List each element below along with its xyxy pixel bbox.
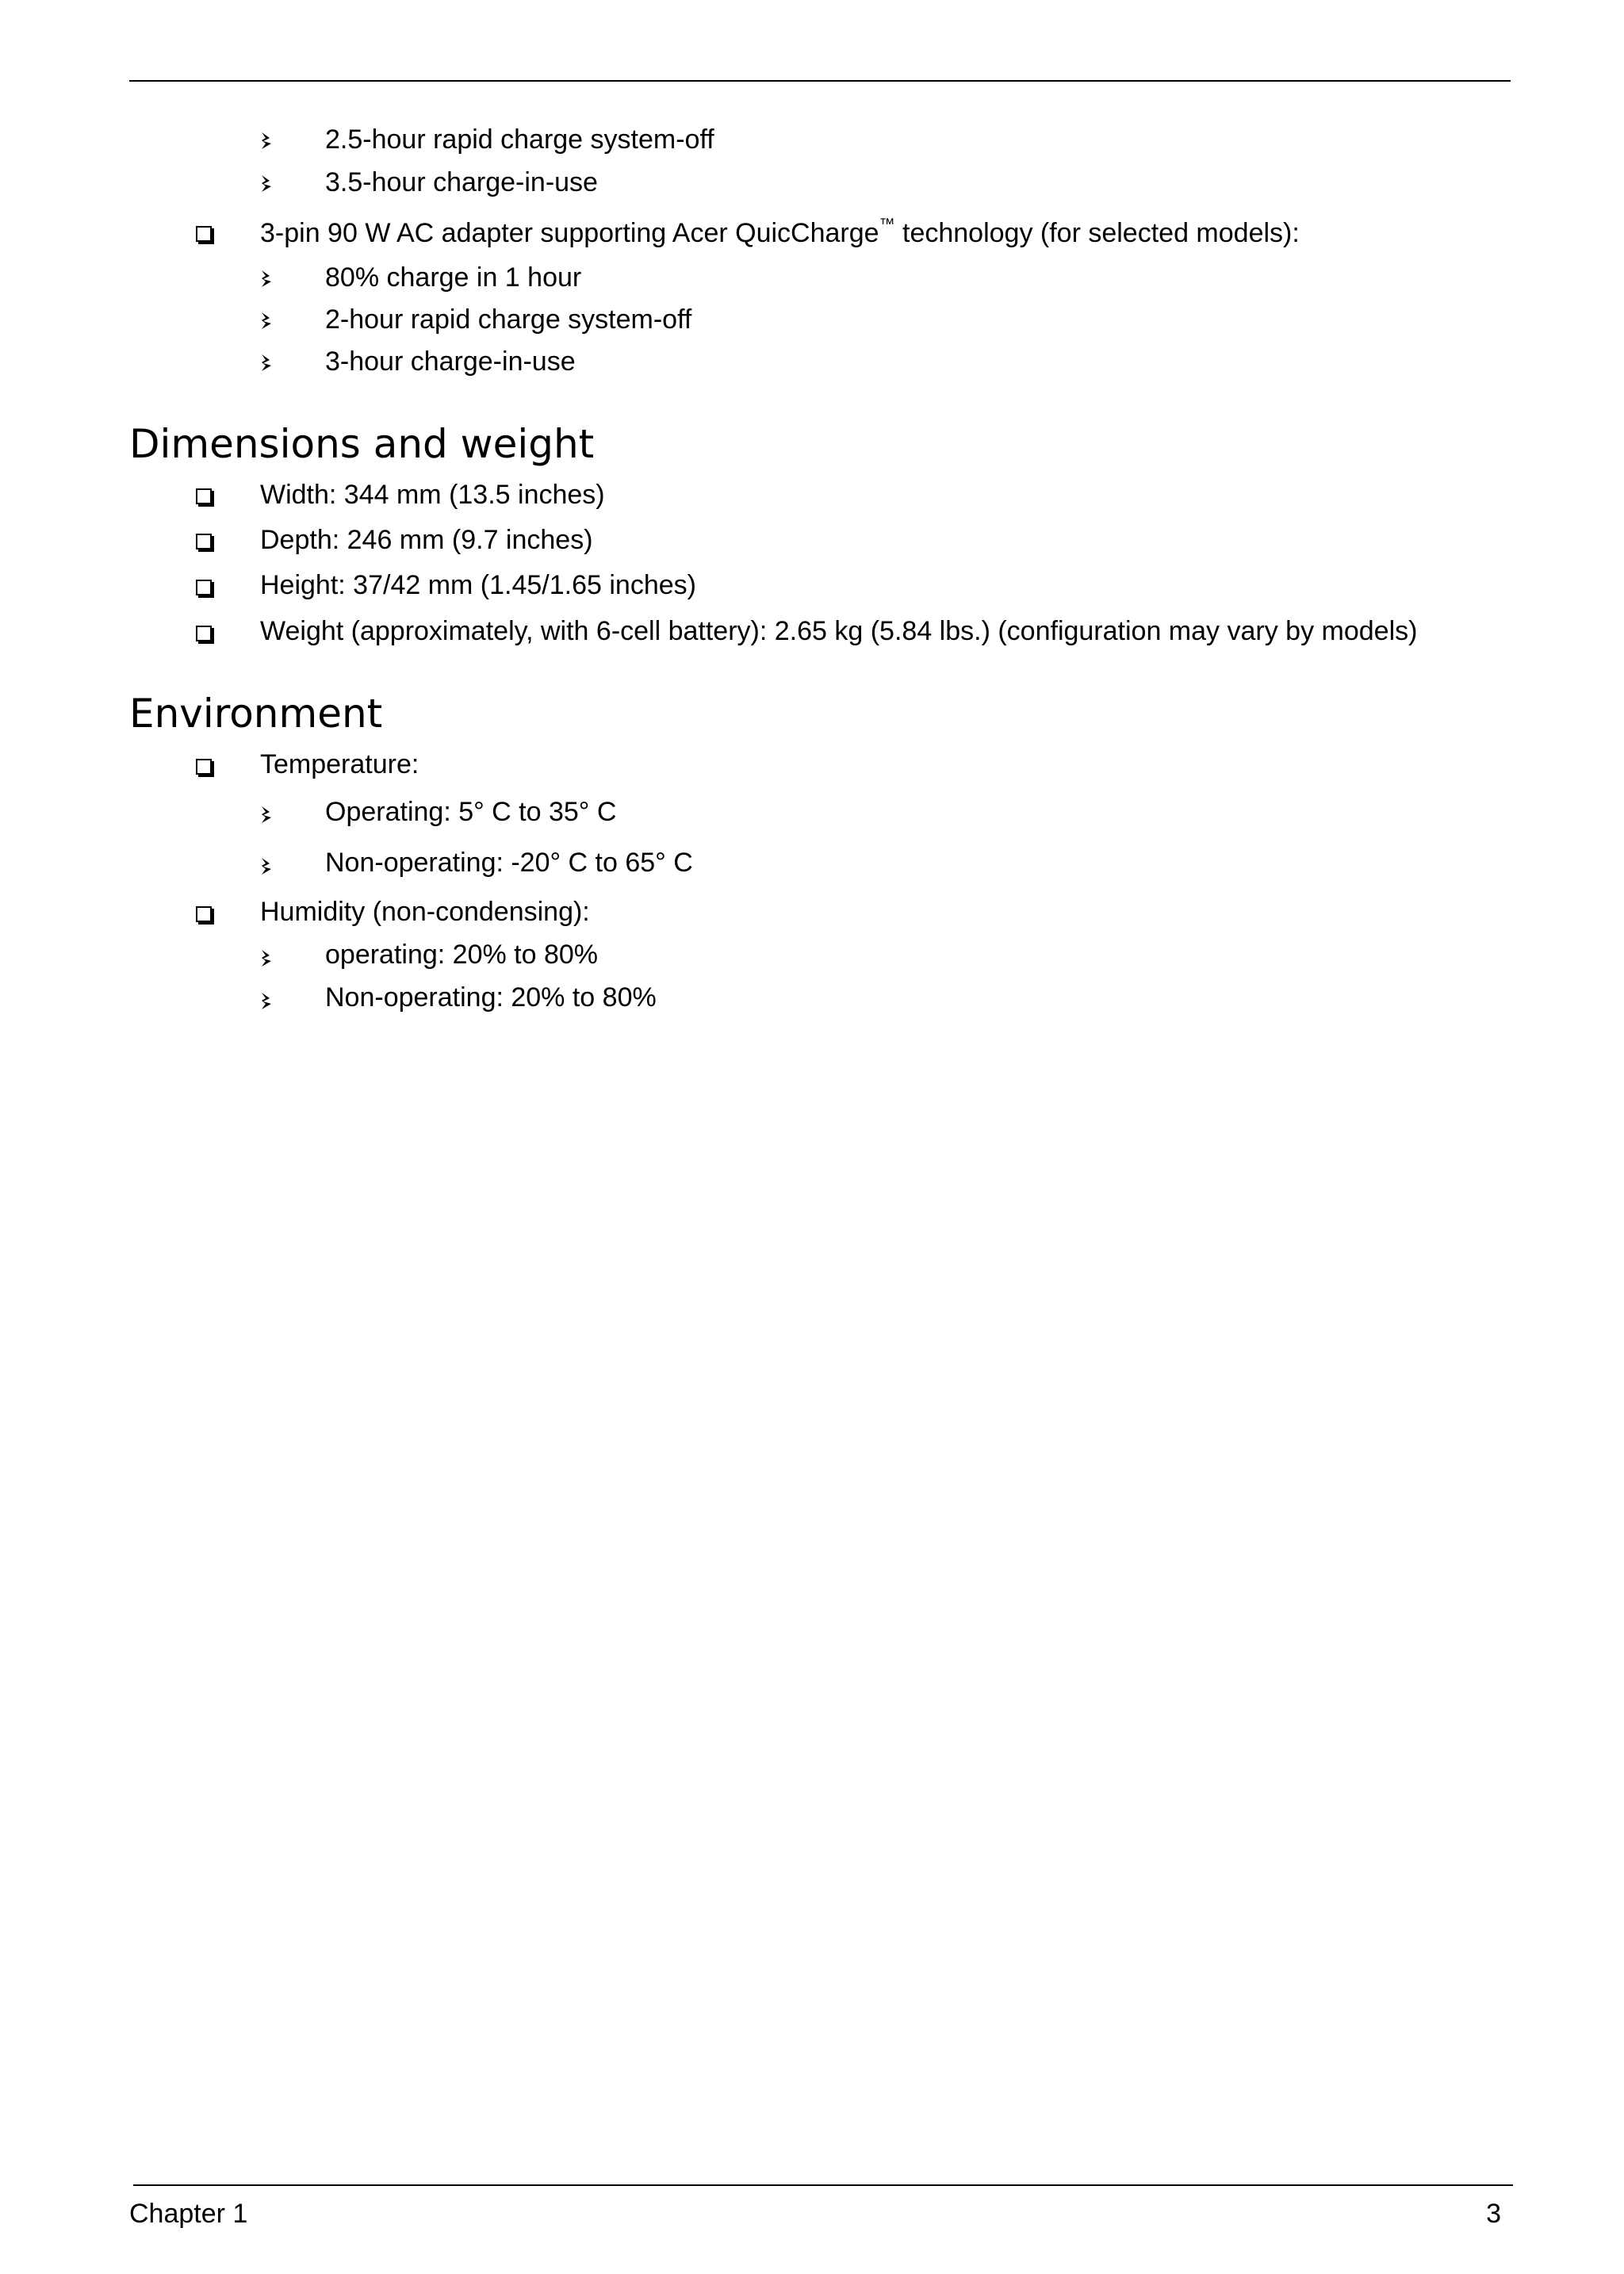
- arrow-bullet-icon: [260, 269, 274, 288]
- humidity-label: Humidity (non-condensing):: [260, 897, 590, 927]
- checkbox-bullet-icon: [196, 626, 212, 641]
- page-number: 3: [1486, 2199, 1501, 2229]
- adapter-subitem: 2-hour rapid charge system-off: [325, 304, 692, 335]
- adapter-label: 3-pin 90 W AC adapter supporting Acer QuicCharge: [260, 218, 879, 248]
- humidity-item: Non-operating: 20% to 80%: [325, 982, 657, 1013]
- arrow-bullet-icon: [260, 856, 274, 875]
- checkbox-bullet-icon: [196, 759, 212, 775]
- arrow-bullet-icon: [260, 174, 274, 193]
- battery-item: 3.5-hour charge-in-use: [325, 167, 598, 197]
- checkbox-bullet-icon: [196, 534, 212, 549]
- adapter-subitem: 80% charge in 1 hour: [325, 262, 582, 293]
- dimension-item: Weight (approximately, with 6-cell battery): 2.65 kg (5.84 lbs.) (configuration may vary by models): [260, 616, 1418, 646]
- arrow-bullet-icon: [260, 353, 274, 372]
- adapter-label-suffix: technology (for selected models):: [894, 218, 1300, 248]
- footer-rule: [133, 2184, 1513, 2186]
- arrow-bullet-icon: [260, 805, 274, 824]
- checkbox-bullet-icon: [196, 488, 212, 504]
- arrow-bullet-icon: [260, 311, 274, 330]
- arrow-bullet-icon: [260, 948, 274, 967]
- checkbox-bullet-icon: [196, 580, 212, 595]
- header-rule: [129, 80, 1511, 82]
- adapter-subitem: 3-hour charge-in-use: [325, 346, 576, 377]
- section-heading-dimensions: Dimensions and weight: [129, 421, 595, 467]
- dimension-item: Height: 37/42 mm (1.45/1.65 inches): [260, 570, 696, 600]
- adapter-item: [260, 217, 1300, 249]
- arrow-bullet-icon: [260, 991, 274, 1010]
- dimension-item: Depth: 246 mm (9.7 inches): [260, 525, 593, 555]
- section-heading-environment: Environment: [129, 691, 383, 737]
- battery-item: 2.5-hour rapid charge system-off: [325, 124, 714, 155]
- temperature-item: Operating: 5° C to 35° C: [325, 797, 617, 827]
- footer-chapter: Chapter 1: [129, 2199, 248, 2229]
- checkbox-bullet-icon: [196, 226, 212, 242]
- dimension-item: Width: 344 mm (13.5 inches): [260, 480, 605, 510]
- arrow-bullet-icon: [260, 131, 274, 150]
- trademark-symbol: ™: [879, 216, 895, 233]
- temperature-item: Non-operating: -20° C to 65° C: [325, 848, 693, 878]
- checkbox-bullet-icon: [196, 906, 212, 922]
- humidity-item: operating: 20% to 80%: [325, 940, 599, 970]
- temperature-label: Temperature:: [260, 749, 419, 779]
